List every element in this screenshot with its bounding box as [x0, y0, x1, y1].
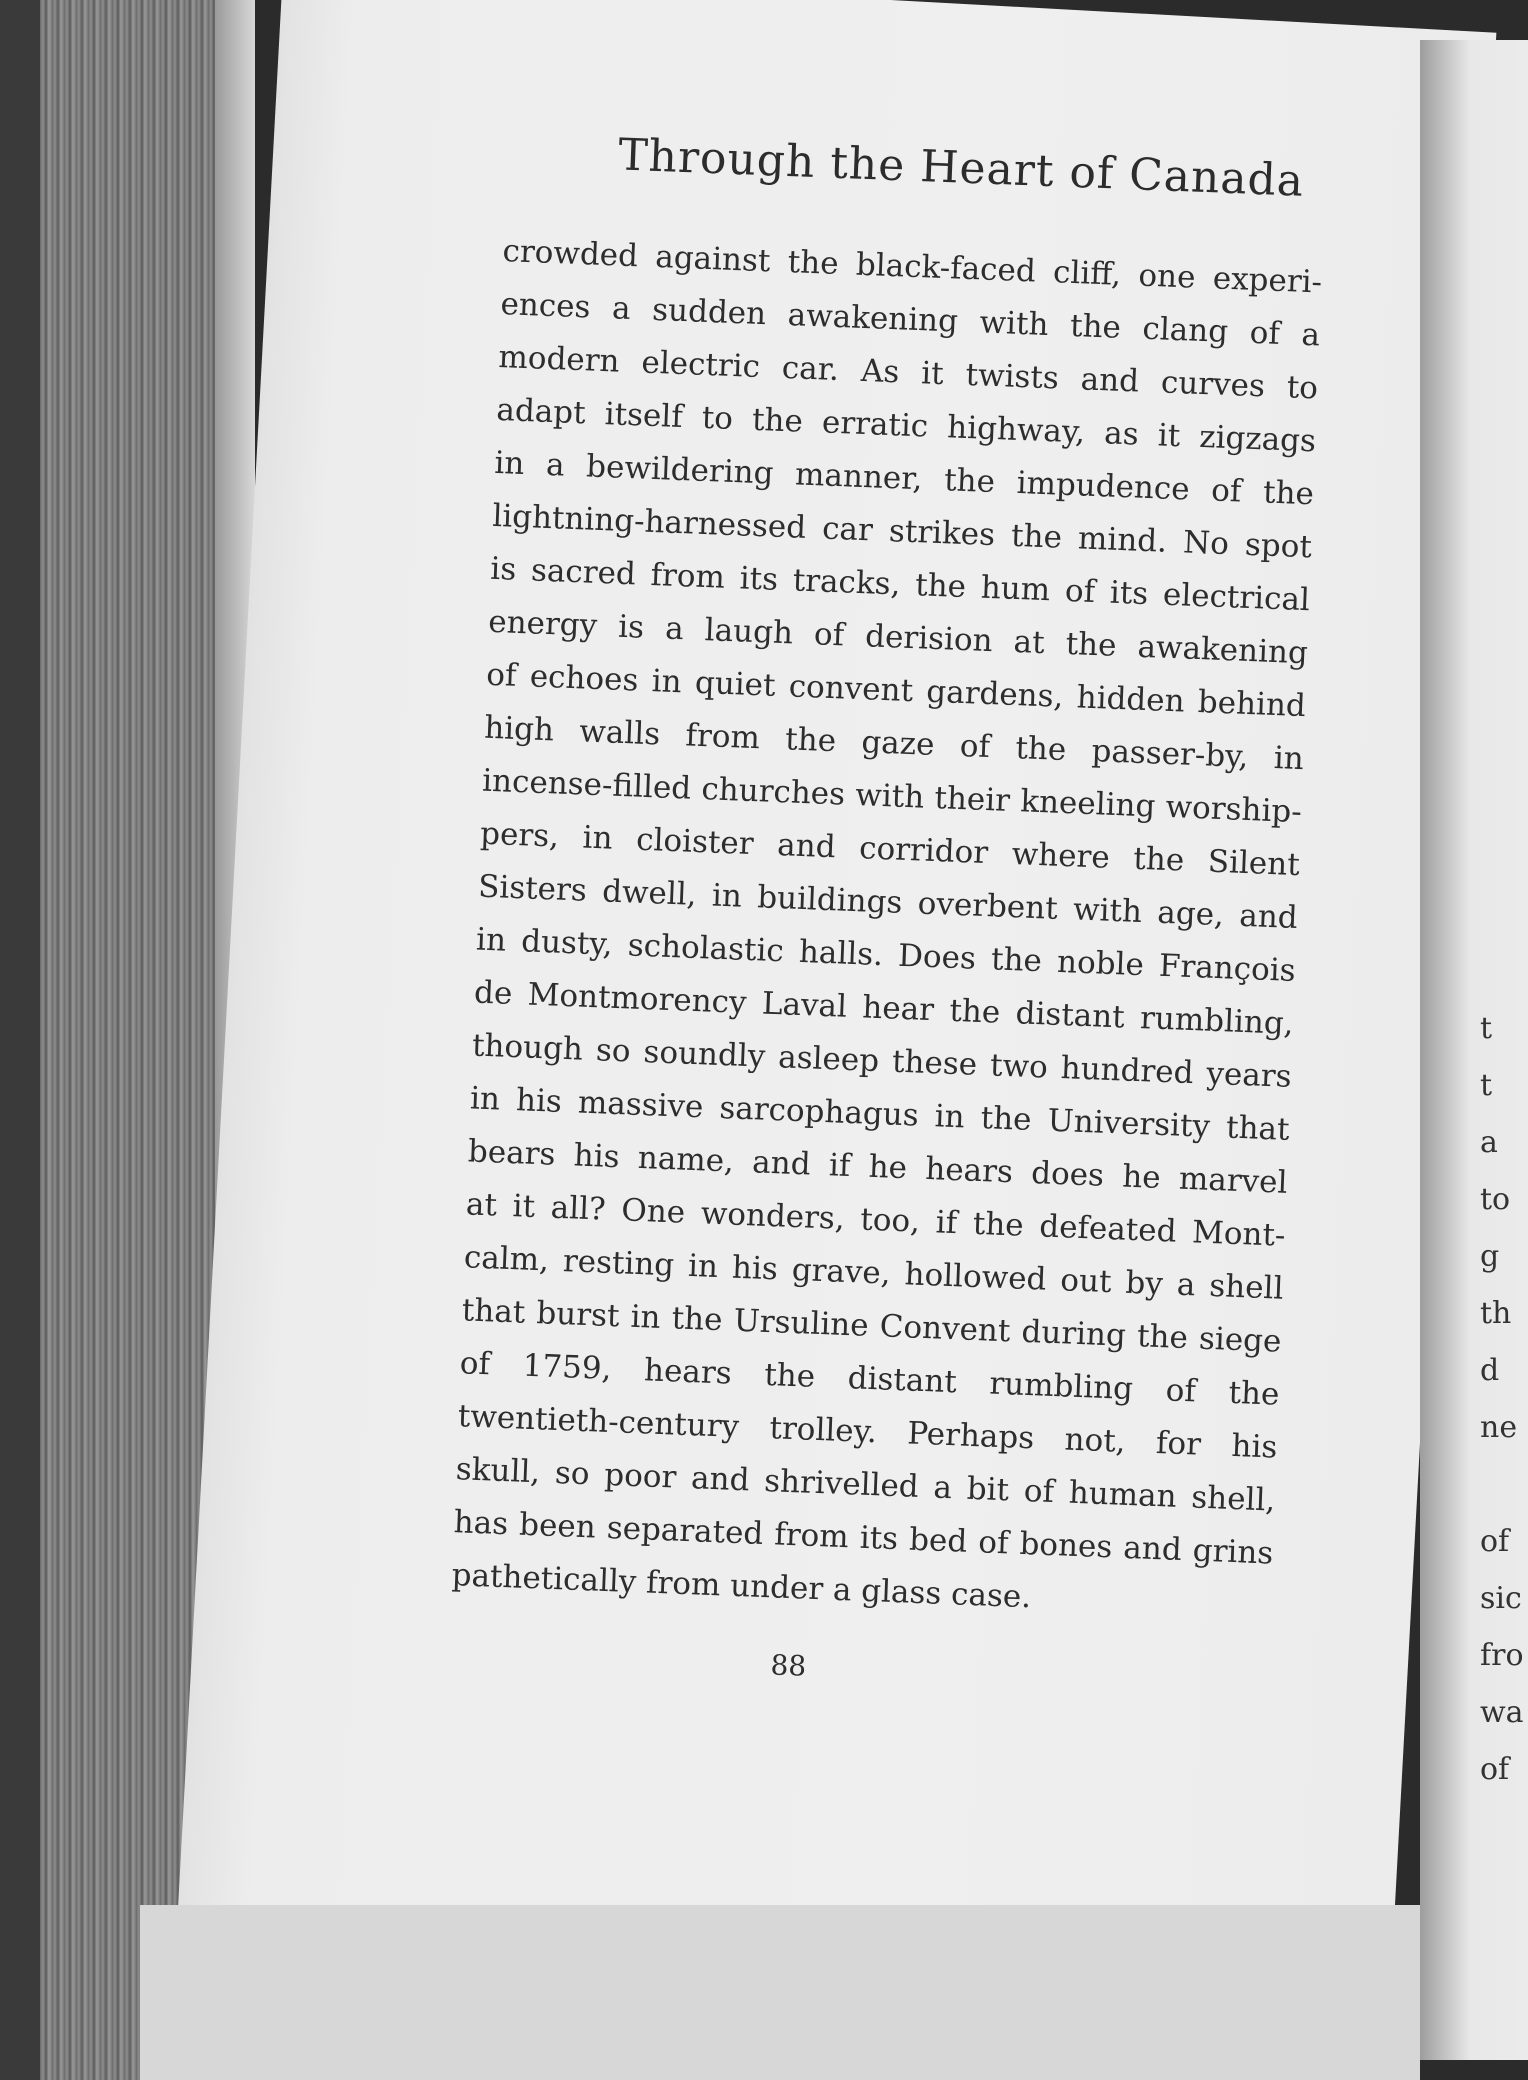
- text-line: is sacred from its tracks, the hum of its electrical: [489, 550, 1311, 619]
- text-line: twentieth-century trolley. Perhaps not, for his: [457, 1398, 1278, 1466]
- text-line: has been separated from its bed of bones and grins: [453, 1504, 1274, 1572]
- text-line: that burst in the Ursuline Convent during the siege: [461, 1292, 1283, 1360]
- text-line: skull, so poor and shrivelled a bit of human shell,: [455, 1451, 1276, 1519]
- text-line: Sisters dwell, in buildings overbent with age, and: [477, 868, 1299, 937]
- facing-text-fragment: [1480, 1456, 1528, 1513]
- facing-text-fragment: th: [1480, 1296, 1512, 1331]
- facing-text-fragment: to: [1480, 1182, 1511, 1217]
- text-line: energy is a laugh of derision at the awakening: [487, 603, 1309, 672]
- facing-text-fragment: g: [1480, 1239, 1500, 1274]
- text-line: of 1759, hears the distant rumbling of the: [459, 1345, 1280, 1413]
- text-line: of echoes in quiet convent gardens, hidden behind: [485, 656, 1307, 725]
- facing-text-fragment: sic: [1480, 1581, 1522, 1616]
- text-line: in a bewildering manner, the impudence of the: [493, 444, 1315, 513]
- page-number: 88: [769, 1648, 807, 1683]
- facing-text-fragment: of: [1480, 1524, 1510, 1559]
- body-text: [451, 225, 1323, 1633]
- text-line: in his massive sarcophagus in the University that: [469, 1080, 1291, 1148]
- text-line: ences a sudden awakening with the clang of a: [499, 286, 1321, 354]
- text-line: though so soundly asleep these two hundred years: [471, 1027, 1293, 1095]
- facing-page-text: [1480, 1000, 1528, 1798]
- text-line: lightning-harnessed car strikes the mind. No spot: [491, 497, 1313, 566]
- facing-text-fragment: t: [1480, 1011, 1493, 1046]
- text-line: bears his name, and if he hears does he marvel: [467, 1133, 1289, 1201]
- text-line: in dusty, scholastic halls. Does the noble François: [475, 921, 1297, 989]
- facing-text-fragment: ne: [1480, 1410, 1518, 1445]
- text-line: pathetically from under a glass case.: [451, 1557, 1032, 1616]
- running-head: Through the Heart of Canada: [617, 129, 1305, 207]
- text-line: at it all? One wonders, too, if the defeated Mont-: [465, 1186, 1287, 1254]
- facing-text-fragment: of: [1480, 1752, 1510, 1787]
- facing-text-fragment: wa: [1480, 1695, 1524, 1730]
- text-line: modern electric car. As it twists and curves to: [497, 338, 1319, 407]
- text-line: de Montmorency Laval hear the distant rumbling,: [473, 974, 1295, 1042]
- text-line: adapt itself to the erratic highway, as it zigzags: [495, 391, 1317, 460]
- facing-text-fragment: a: [1480, 1125, 1498, 1160]
- facing-text-fragment: d: [1480, 1353, 1500, 1388]
- text-line: calm, resting in his grave, hollowed out by a shell: [463, 1239, 1285, 1307]
- facing-text-fragment: t: [1480, 1068, 1493, 1103]
- text-line: pers, in cloister and corridor where the Silent: [479, 815, 1301, 884]
- text-line: incense-filled churches with their kneeling worship-: [481, 762, 1303, 831]
- text-line: crowded against the black-faced cliff, one experi-: [501, 233, 1323, 301]
- text-line: high walls from the gaze of the passer-by, in: [483, 709, 1305, 778]
- page-bottom-fold: [140, 1905, 1420, 2080]
- facing-text-fragment: fro: [1480, 1638, 1524, 1673]
